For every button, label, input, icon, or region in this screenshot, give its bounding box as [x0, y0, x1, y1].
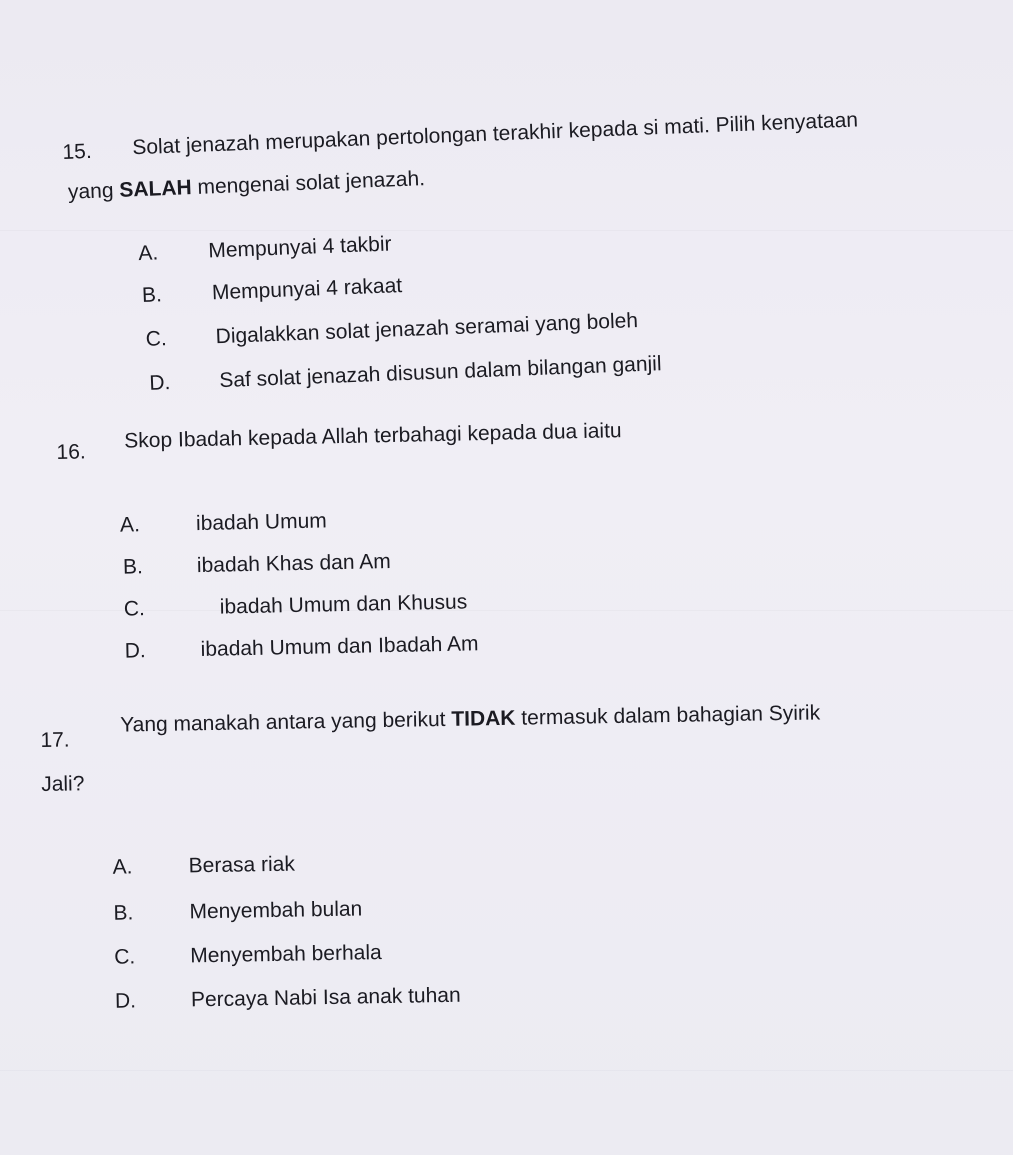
- option-text: ibadah Khas dan Am: [196, 550, 391, 578]
- question-number: 16.: [56, 440, 86, 464]
- question-17: [40, 698, 985, 1034]
- question-stem-line1: Solat jenazah merupakan pertolongan terakhir kepada si mati. Pilih kenyataan: [131, 108, 859, 160]
- option-text: ibadah Umum: [195, 509, 327, 536]
- option-text: Menyembah bulan: [189, 897, 363, 924]
- question-stem-line1: Skop Ibadah kepada Allah terbahagi kepada dua iaitu: [124, 419, 622, 453]
- option-letter: D.: [148, 371, 171, 395]
- option-letter: A.: [137, 241, 159, 266]
- option-letter: C.: [145, 327, 168, 351]
- option-text: ibadah Umum dan Khusus: [219, 590, 468, 619]
- option-letter: B.: [141, 283, 163, 308]
- stem-emphasis: SALAH: [118, 176, 193, 202]
- option-text: Berasa riak: [188, 852, 296, 878]
- stem-text: Yang manakah antara yang berikut: [120, 707, 452, 737]
- option-letter: C.: [123, 597, 146, 621]
- option-letter: A.: [119, 513, 141, 537]
- question-stem-line1: [120, 700, 820, 737]
- show-through-line: [0, 1070, 1013, 1071]
- option-letter: B.: [113, 901, 134, 925]
- option-text: ibadah Umum dan Ibadah Am: [200, 632, 479, 662]
- option-letter: D.: [124, 639, 146, 663]
- option-letter: D.: [114, 989, 137, 1013]
- option-letter: C.: [114, 945, 136, 969]
- option-text: Menyembah berhala: [190, 941, 382, 968]
- question-number: 17.: [40, 728, 70, 752]
- option-text: Mempunyai 4 takbir: [207, 232, 392, 263]
- stem-text: termasuk dalam bahagian Syirik: [515, 701, 821, 730]
- question-15: [62, 105, 971, 399]
- stem-text: yang: [67, 178, 120, 204]
- option-text: Saf solat jenazah disusun dalam bilangan ganjil: [218, 352, 662, 393]
- option-text: Percaya Nabi Isa anak tuhan: [190, 983, 461, 1012]
- stem-text: mengenai solat jenazah.: [191, 167, 426, 200]
- question-stem-line2: [68, 166, 426, 205]
- question-stem-line2: Jali?: [41, 772, 85, 796]
- option-text: Mempunyai 4 rakaat: [211, 274, 403, 305]
- question-16: [56, 409, 961, 668]
- option-letter: B.: [122, 555, 144, 579]
- question-number: 15.: [62, 139, 93, 164]
- option-text: Digalakkan solat jenazah seramai yang boleh: [215, 309, 639, 349]
- option-letter: A.: [112, 855, 133, 879]
- stem-emphasis: TIDAK: [451, 706, 516, 731]
